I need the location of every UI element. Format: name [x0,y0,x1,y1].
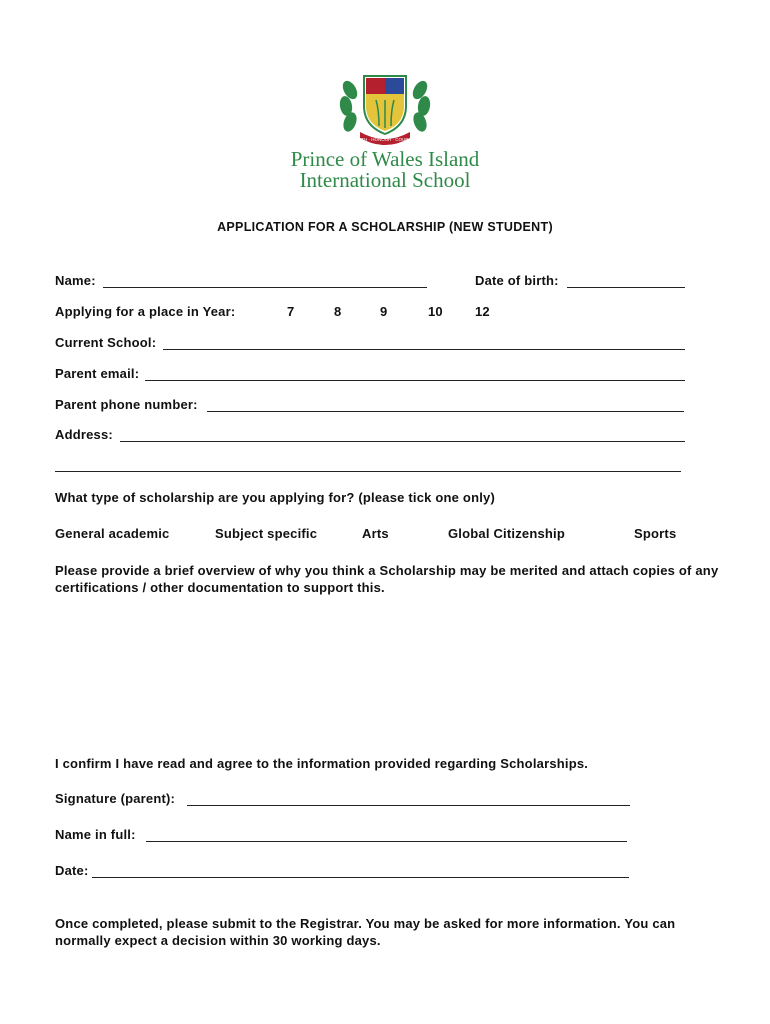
year-option-7[interactable]: 7 [287,304,295,319]
footer-note: Once completed, please submit to the Registrar. You may be asked for more information. You can normally expect a decision within 30 working days. [55,916,676,948]
confirm-statement: I confirm I have read and agree to the information provided regarding Scholarships. [55,756,589,771]
year-option-12[interactable]: 12 [475,304,490,319]
crest-motto: TRUTH · HONOUR · COURAGE [352,137,418,142]
date-field[interactable] [92,877,629,878]
date-label: Date: [55,863,89,878]
year-label: Applying for a place in Year: [55,304,236,319]
overview-prompt: Please provide a brief overview of why you think a Scholarship may be merited and attach copies of any certifications / other documentation to support this. [55,563,719,595]
year-option-9[interactable]: 9 [380,304,388,319]
scholarship-option-subject-specific[interactable]: Subject specific [215,526,318,541]
school-crest-logo [336,70,434,148]
signature-field[interactable] [187,805,630,806]
current-school-label: Current School: [55,335,157,350]
scholarship-option-arts[interactable]: Arts [362,526,389,541]
current-school-field[interactable] [163,349,685,350]
form-title: APPLICATION FOR A SCHOLARSHIP (NEW STUDENT) [217,220,553,234]
address-label: Address: [55,427,113,442]
parent-phone-label: Parent phone number: [55,397,198,412]
name-in-full-field[interactable] [146,841,627,842]
dob-field[interactable] [567,287,685,288]
parent-email-field[interactable] [145,380,685,381]
address-field-line1[interactable] [120,441,685,442]
parent-email-label: Parent email: [55,366,140,381]
scholarship-question: What type of scholarship are you applying for? (please tick one only) [55,490,495,505]
year-option-8[interactable]: 8 [334,304,342,319]
dob-label: Date of birth: [475,273,559,288]
signature-label: Signature (parent): [55,791,176,806]
scholarship-option-sports[interactable]: Sports [634,526,677,541]
year-option-10[interactable]: 10 [428,304,443,319]
parent-phone-field[interactable] [207,411,684,412]
name-field[interactable] [103,287,427,288]
overview-response-area[interactable] [55,600,720,745]
school-name-line2: International School [299,168,471,192]
school-name-line1: Prince of Wales Island [290,147,480,171]
name-label: Name: [55,273,96,288]
address-field-line2[interactable] [55,471,681,472]
scholarship-option-general-academic[interactable]: General academic [55,526,170,541]
name-in-full-label: Name in full: [55,827,136,842]
scholarship-option-global-citizenship[interactable]: Global Citizenship [448,526,565,541]
